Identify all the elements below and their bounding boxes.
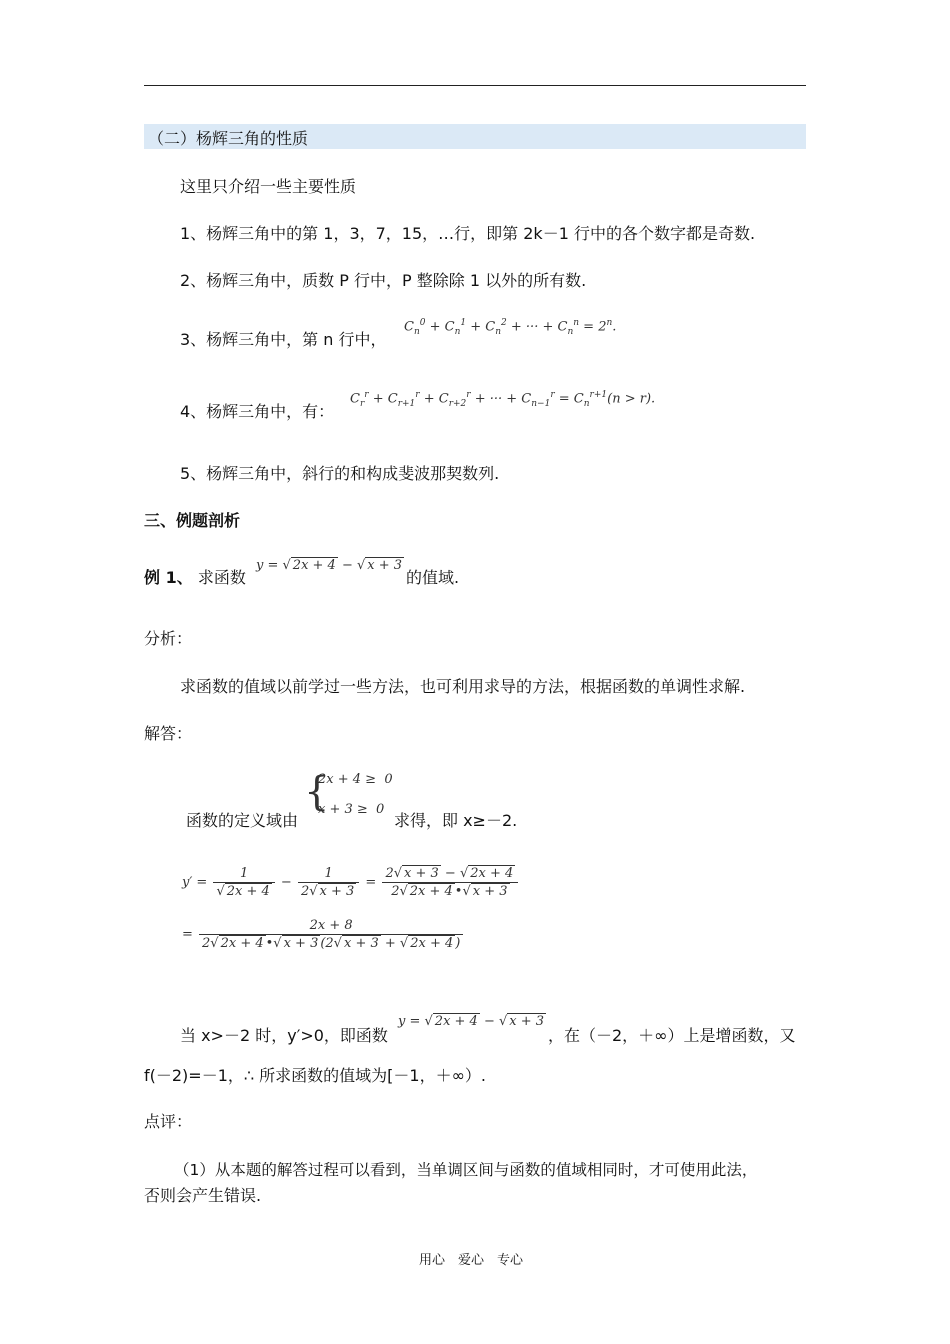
comment-label: 点评： bbox=[144, 1112, 193, 1131]
analysis-text: 求函数的值域以前学过一些方法，也可利用求导的方法，根据函数的单调性求解. bbox=[180, 677, 746, 696]
property-3: 3、杨辉三角中，第 n 行中， bbox=[180, 330, 387, 349]
domain-inequality-2: x + 3 ≥ 0 bbox=[318, 802, 385, 817]
example-formula: y = √ 2x + 4 − √ x + 3 bbox=[256, 558, 403, 573]
property-4: 4、杨辉三角中，有： bbox=[180, 402, 335, 421]
example-label: 例 1、 bbox=[144, 568, 193, 587]
conclusion-formula: y = √ 2x + 4 − √ x + 3 bbox=[398, 1014, 545, 1029]
intro-text: 这里只介绍一些主要性质 bbox=[180, 177, 357, 196]
domain-inequality-1: 2x + 4 ≥ 0 bbox=[318, 772, 393, 787]
property-1: 1、杨辉三角中的第 1，3，7，15，…行，即第 2k－1 行中的各个数字都是奇数. bbox=[180, 224, 756, 243]
section-title: （二）杨辉三角的性质 bbox=[148, 129, 309, 148]
conclusion-1b: ，在（－2，＋∞）上是增函数，又 bbox=[548, 1026, 796, 1045]
domain-prefix: 函数的定义域由 bbox=[186, 811, 299, 830]
page-footer: 用心 爱心 专心 bbox=[419, 1253, 524, 1268]
derivative-line-2: = $\frac{2x + 8}{2√ 2x + 4 •√ x + 3 (2√ x + 3 + √ 2x + 4 )}$ bbox=[182, 918, 465, 951]
example-1-line bbox=[144, 565, 246, 588]
example-prefix: 求函数 bbox=[197, 568, 246, 587]
answer-label: 解答： bbox=[144, 724, 193, 743]
formula-hockey-stick: $C_r^r + C_{r+1}^r + C_{r+2}^r$ + ··· + $C_{n-1}^r = C_n^{r+1}(n > r)$. bbox=[350, 390, 656, 409]
system-brace: { bbox=[304, 769, 330, 815]
property-5: 5、杨辉三角中，斜行的和构成斐波那契数列. bbox=[180, 464, 500, 483]
derivative-line-1: y′ = $\frac{1}{√ 2x + 4}$ − $\frac{1}{2√ x + 3}$ = $\frac{2√ x + 3 - √ 2x + 4}{2√ 2x + 4 •√ x + 3}$ bbox=[182, 866, 520, 899]
example-suffix: 的值域. bbox=[406, 568, 460, 587]
header-rule bbox=[144, 85, 806, 86]
section-3-heading: 三、例题剖析 bbox=[144, 511, 241, 530]
property-2: 2、杨辉三角中，质数 P 行中，P 整除除 1 以外的所有数. bbox=[180, 271, 587, 290]
section-heading-bar bbox=[144, 124, 806, 149]
comment-line-2: 否则会产生错误. bbox=[144, 1186, 262, 1205]
domain-suffix: 求得，即 x≥－2. bbox=[394, 811, 518, 830]
analysis-label: 分析： bbox=[144, 629, 193, 648]
conclusion-1a: 当 x>－2 时，y′>0，即函数 bbox=[180, 1026, 388, 1045]
conclusion-2: f(－2)=－1，∴ 所求函数的值域为[－1，＋∞）. bbox=[144, 1066, 486, 1085]
comment-line-1: （1）从本题的解答过程可以看到，当单调区间与函数的值域相同时，才可使用此法， bbox=[174, 1161, 758, 1179]
formula-binomial-sum: $C_n^0 + C_n^1 + C_n^2$ + ··· + $C_n^n = 2^n$. bbox=[404, 318, 617, 337]
